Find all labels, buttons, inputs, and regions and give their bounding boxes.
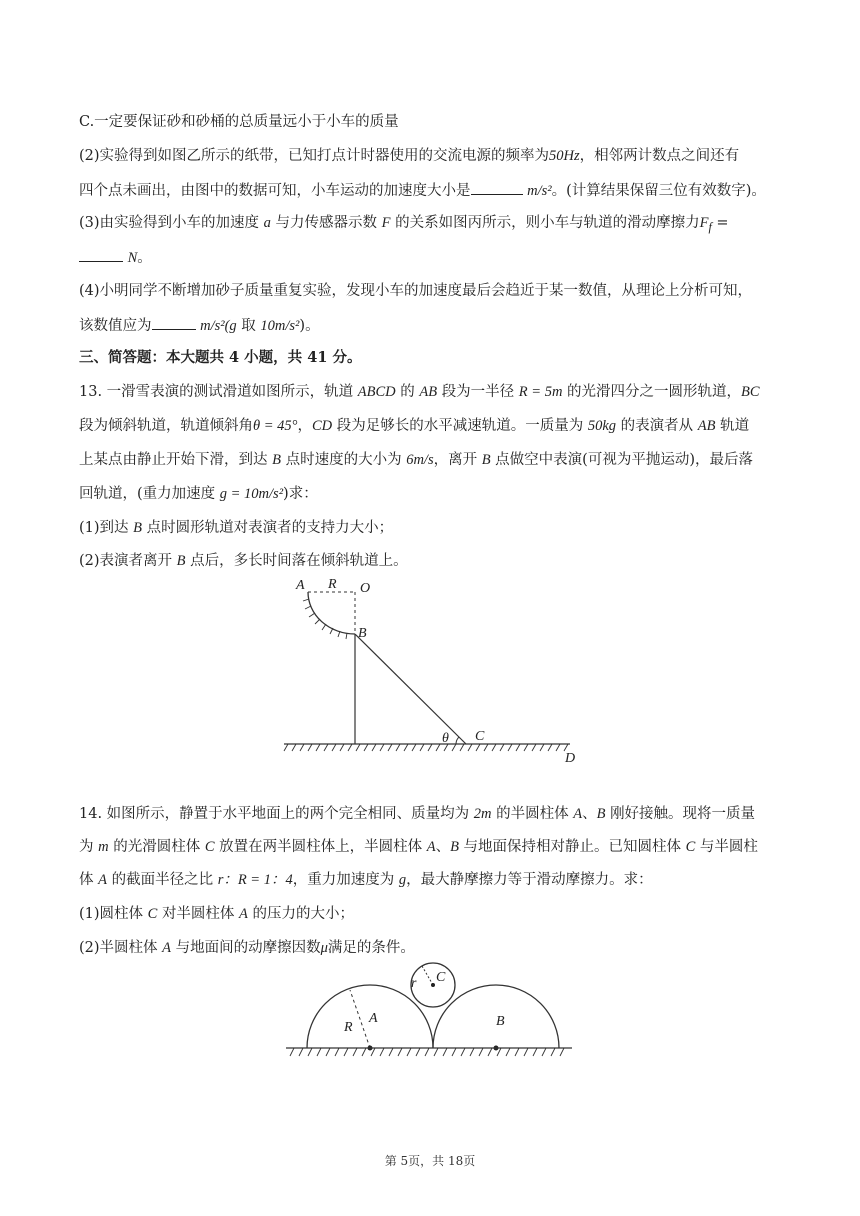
- label-small-r: r: [411, 976, 417, 991]
- q14-line2: 为 m 的光滑圆柱体 C 放置在两半圆柱体上，半圆柱体 A、B 与地面保持相对静止。已知圆柱体 C 与半圆柱: [79, 839, 758, 855]
- q13-line4: 回轨道，(重力加速度 g = 10m/s²)求：: [79, 486, 318, 502]
- section-heading: 三、简答题：本大题共 4 小题，共 41 分。: [79, 349, 362, 366]
- label-a: A: [369, 1011, 378, 1026]
- q12-option-c: C.一定要保证砂和砂桶的总质量远小于小车的质量: [79, 114, 399, 130]
- q14-figure: [280, 958, 580, 1062]
- q13-line1: 13. 一滑雪表演的测试滑道如图所示，轨道 ABCD 的 AB 段为一半径 R = 5m 的光滑四分之一圆形轨道，BC: [79, 384, 760, 400]
- label-o: O: [360, 581, 371, 596]
- label-a: A: [296, 578, 305, 593]
- label-c: C: [475, 729, 485, 744]
- radius-r-dashed: [350, 990, 370, 1048]
- label-d: D: [565, 751, 576, 766]
- label-c: C: [436, 970, 446, 985]
- q14-sub2: (2)半圆柱体 A 与地面间的动摩擦因数μ满足的条件。: [79, 940, 415, 956]
- q13-sub1: (1)到达 B 点时圆形轨道对表演者的支持力大小；: [79, 520, 394, 536]
- label-big-r: R: [344, 1020, 353, 1035]
- q12-part2-line1: (2)实验得到如图乙所示的纸带，已知打点计时器使用的交流电源的频率为50Hz，相邻两计数点之间还有: [79, 148, 740, 164]
- page-footer: 第 5页，共 18页: [384, 1154, 476, 1168]
- label-b: B: [358, 626, 367, 641]
- label-theta: θ: [442, 731, 449, 746]
- angle-arc: [456, 737, 459, 744]
- q12-part4-line2: 该数值应为 m/s²(g 取 10m/s²)。: [79, 315, 320, 336]
- ground-hatching: [284, 744, 568, 751]
- q12-part3-line2: N。: [79, 247, 152, 268]
- q14-line1: 14. 如图所示，静置于水平地面上的两个完全相同、质量均为 2m 的半圆柱体 A、B 刚好接触。现将一质量: [79, 806, 756, 822]
- ground-hatching: [290, 1048, 564, 1056]
- incline-bc: [355, 634, 466, 744]
- label-b: B: [496, 1014, 505, 1029]
- q13-figure: [280, 572, 590, 768]
- q13-line2: 段为倾斜轨道，轨道倾斜角θ = 45°，CD 段为足够长的水平减速轨道。一质量为 50kg 的表演者从 AB 轨道: [79, 418, 750, 434]
- answer-blank: [471, 180, 523, 195]
- q14-line3: 体 A 的截面半径之比 r：R = 1：4，重力加速度为 g，最大静摩擦力等于滑动摩擦力。求：: [79, 872, 653, 888]
- answer-blank: [79, 247, 123, 262]
- quarter-arc-track: [308, 592, 355, 634]
- q14-sub1: (1)圆柱体 C 对半圆柱体 A 的压力的大小；: [79, 906, 355, 922]
- label-r: R: [328, 577, 337, 592]
- q12-part2-line2: 四个点未画出，由图中的数据可知，小车运动的加速度大小是 m/s²。(计算结果保留三位有效数字)。: [79, 180, 766, 201]
- q13-line3: 上某点由静止开始下滑，到达 B 点时速度的大小为 6m/s，离开 B 点做空中表演(可视为平抛运动)，最后落: [79, 452, 753, 468]
- q12-part3-line1: (3)由实验得到小车的加速度 a 与力传感器示数 F 的关系如图丙所示，则小车与轨道的滑动摩擦力$F_f$ =: [79, 215, 729, 234]
- center-dot-c: [431, 983, 435, 987]
- q12-part4-line1: (4)小明同学不断增加砂子质量重复实验，发现小车的加速度最后会趋近于某一数值，从理论上分析可知，: [79, 283, 753, 299]
- q13-sub2: (2)表演者离开 B 点后，多长时间落在倾斜轨道上。: [79, 553, 408, 569]
- answer-blank: [152, 315, 196, 330]
